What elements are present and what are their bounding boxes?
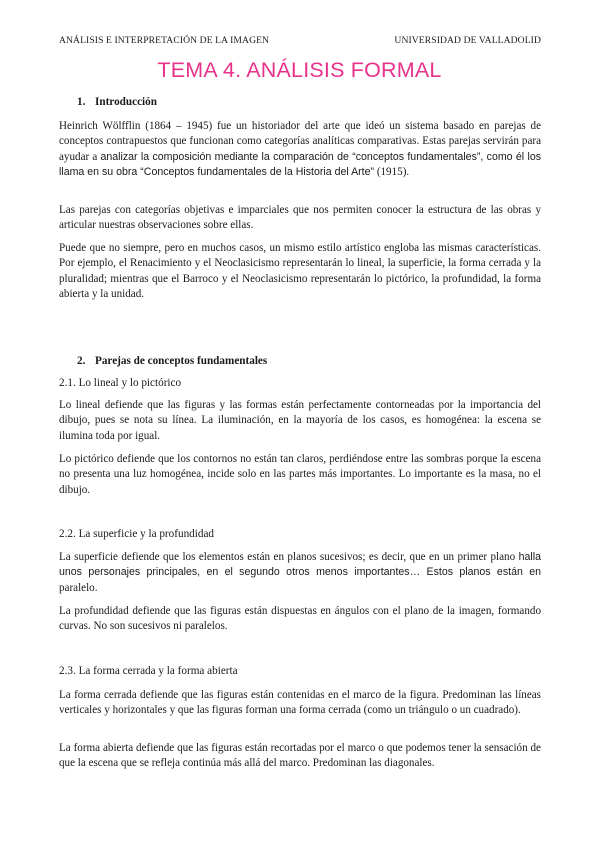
paragraph-forma-abierta: La forma abierta defiende que las figuras están recortadas por el marco o que podemos tener la sensación de que la escena que se refleja continúa más allá del marco. Predominan las diagonales. [59, 742, 541, 770]
header-course-title: ANÁLISIS E INTERPRETACIÓN DE LA IMAGEN [59, 35, 270, 46]
paragraph-text: paralelo. [59, 581, 98, 594]
paragraph-superficie [59, 550, 541, 596]
section-heading-introduccion [77, 96, 157, 108]
subsection-title-superficie: 2.2. La superficie y la profundidad [59, 528, 215, 540]
section-heading-parejas [77, 355, 267, 367]
paragraph-text-sans: halla unos personajes principales, en el segundo otros menos importantes… Estos planos están en [59, 551, 541, 579]
section-title: Parejas de conceptos fundamentales [95, 355, 268, 367]
subsection-title-forma: 2.3. La forma cerrada y la forma abierta [59, 665, 238, 677]
paragraph-lineal: Lo lineal defiende que las figuras y las formas están perfectamente contorneadas por la importancia del dibujo, pues se nota su línea. La iluminación, en la mayoría de los casos, es homogénea: la escena se ilumina toda por igual. [59, 399, 541, 442]
section-number: 2. [77, 355, 86, 367]
paragraph-text: Heinrich Wölfflin (1864 – 1945) fue un historiador del arte que ideó un sistema basado en parejas de conceptos contrapuestos que funcionan como categorías analíticas comparativas. Estas parejas servirán para ayudar a [59, 120, 541, 163]
paragraph-text-sans: analizar la composición mediante la comparación de “conceptos fundamentales”, como él los llama en su obra “Conceptos fundamentales de la Historia del Arte” [59, 150, 542, 179]
subsection-title-lineal: 2.1. Lo lineal y lo pictórico [59, 377, 182, 389]
paragraph-text: La superficie defiende que los elementos están en planos sucesivos; es decir, que en un primer plano [59, 551, 519, 563]
page-title: TEMA 4. ANÁLISIS FORMAL [157, 58, 442, 82]
paragraph-parejas: Las parejas con categorías objetivas e imparciales que nos permiten conocer la estructura de las obras y articular nuestras observaciones sobre ellas. [59, 204, 541, 232]
paragraph-forma-cerrada: La forma cerrada defiende que las figuras están contenidas en el marco de la figura. Predominan las líneas verticales y horizontales y que las figuras forman una forma cerrada (como un triángulo o un cuadrado). [59, 689, 541, 717]
paragraph-pictorico: Lo pictórico defiende que los contornos no están tan claros, perdiéndose entre las sombras porque la escena no presenta una luz homogénea, incide solo en las partes más importantes. Lo importante es la masa, no el dibujo. [59, 453, 541, 496]
section-number: 1. [77, 96, 86, 108]
paragraph-estilos: Puede que no siempre, pero en muchos casos, un mismo estilo artístico engloba las mismas características. Por ejemplo, el Renacimiento y el Neoclasicismo representarán lo lineal, la superficie, la forma cerrada y la pluralidad; mientras que el Barroco y el Neoclasicismo representarán lo pictórico, la profundidad, la forma abierta y la unidad. [59, 242, 541, 301]
paragraph-profundidad: La profundidad defiende que las figuras están dispuestas en ángulos con el plano de la imagen, formando curvas. No son sucesivos ni paralelos. [59, 605, 541, 633]
paragraph-wolfflin [59, 119, 541, 181]
header-university: UNIVERSIDAD DE VALLADOLID [394, 35, 541, 46]
paragraph-text: (1915). [374, 166, 410, 179]
section-title: Introducción [95, 96, 157, 108]
